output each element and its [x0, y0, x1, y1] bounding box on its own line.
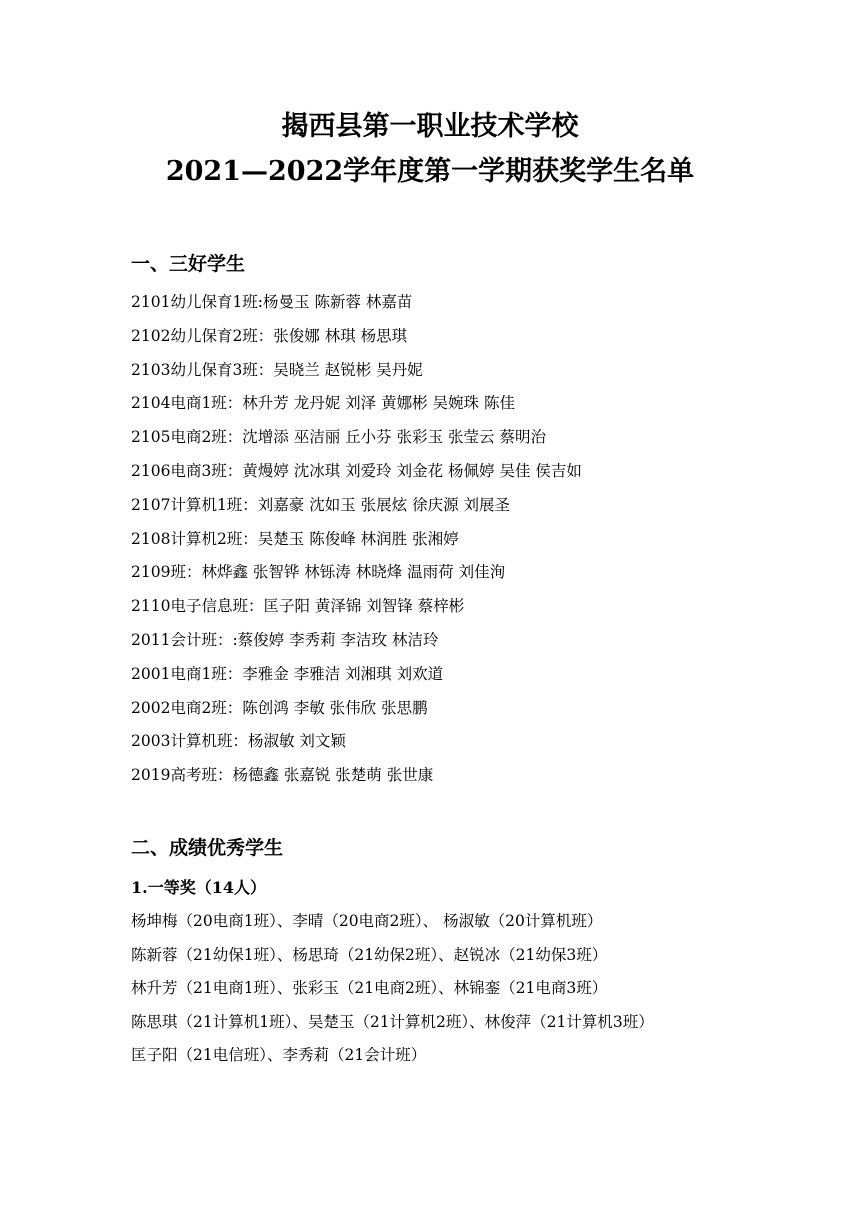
- list-item: 2019高考班：杨德鑫 张嘉锐 张楚萌 张世康: [131, 766, 434, 785]
- first-prize-list: [131, 905, 654, 1073]
- list-item: 2106电商3班：黄熳婷 沈冰琪 刘爱玲 刘金花 杨佩婷 吴佳 侯吉如: [131, 461, 582, 480]
- list-item: 林升芳（21电商1班）、张彩玉（21电商2班）、林锦銮（21电商3班）: [131, 979, 608, 997]
- list-item: 2108计算机2班：吴楚玉 陈俊峰 林润胜 张湘婷: [131, 529, 459, 548]
- section-heading-merit-students: 一、三好学生: [131, 253, 246, 275]
- list-item: 2003计算机班：杨淑敏 刘文颖: [131, 732, 346, 751]
- list-item: 2105电商2班：沈增添 巫洁丽 丘小芬 张彩玉 张莹云 蔡明治: [131, 428, 546, 447]
- list-item: 2002电商2班：陈创鸿 李敏 张伟欣 张思鹏: [131, 698, 428, 717]
- list-item: 2109班：林烨鑫 张智铧 林铄涛 林晓烽 温雨荷 刘佳洵: [131, 563, 506, 582]
- document-title-list: 2021—2022学年度第一学期获奖学生名单: [165, 156, 695, 187]
- list-item: 陈新蓉（21幼保1班）、杨思琦（21幼保2班）、赵锐冰（21幼保3班）: [131, 945, 608, 964]
- list-item: 2101幼儿保育1班:杨曼玉 陈新蓉 林嘉苗: [131, 293, 413, 311]
- list-item: 2107计算机1班：刘嘉豪 沈如玉 张展炫 徐庆源 刘展圣: [131, 495, 511, 514]
- list-item: 2110电子信息班：匡子阳 黄泽锦 刘智锋 蔡梓彬: [131, 597, 465, 616]
- list-item: 陈思琪（21计算机1班）、吴楚玉（21计算机2班）、林俊萍（21计算机3班）: [131, 1012, 654, 1031]
- list-item: 匡子阳（21电信班）、李秀莉（21会计班）: [131, 1046, 427, 1064]
- list-item: 2011会计班：:蔡俊婷 李秀莉 李洁玫 林洁玲: [131, 630, 439, 649]
- list-item: 2103幼儿保育3班：吴晓兰 赵锐彬 吴丹妮: [131, 360, 423, 379]
- list-item: 杨坤梅（20电商1班）、李晴（20电商2班）、 杨淑敏（20计算机班）: [131, 912, 603, 930]
- list-item: 2104电商1班：林升芳 龙丹妮 刘泽 黄娜彬 吴婉珠 陈佳: [131, 394, 515, 413]
- list-item: 2102幼儿保育2班：张俊娜 林琪 杨思琪: [131, 326, 408, 345]
- section-heading-excellent-students: 二、成绩优秀学生: [131, 837, 284, 859]
- document-title-school: 揭西县第一职业技术学校: [281, 111, 579, 142]
- subheading-first-prize: 1.一等奖（14人）: [131, 878, 266, 897]
- merit-students-list: [131, 286, 582, 793]
- list-item: 2001电商1班：李雅金 李雅洁 刘湘琪 刘欢道: [131, 664, 444, 683]
